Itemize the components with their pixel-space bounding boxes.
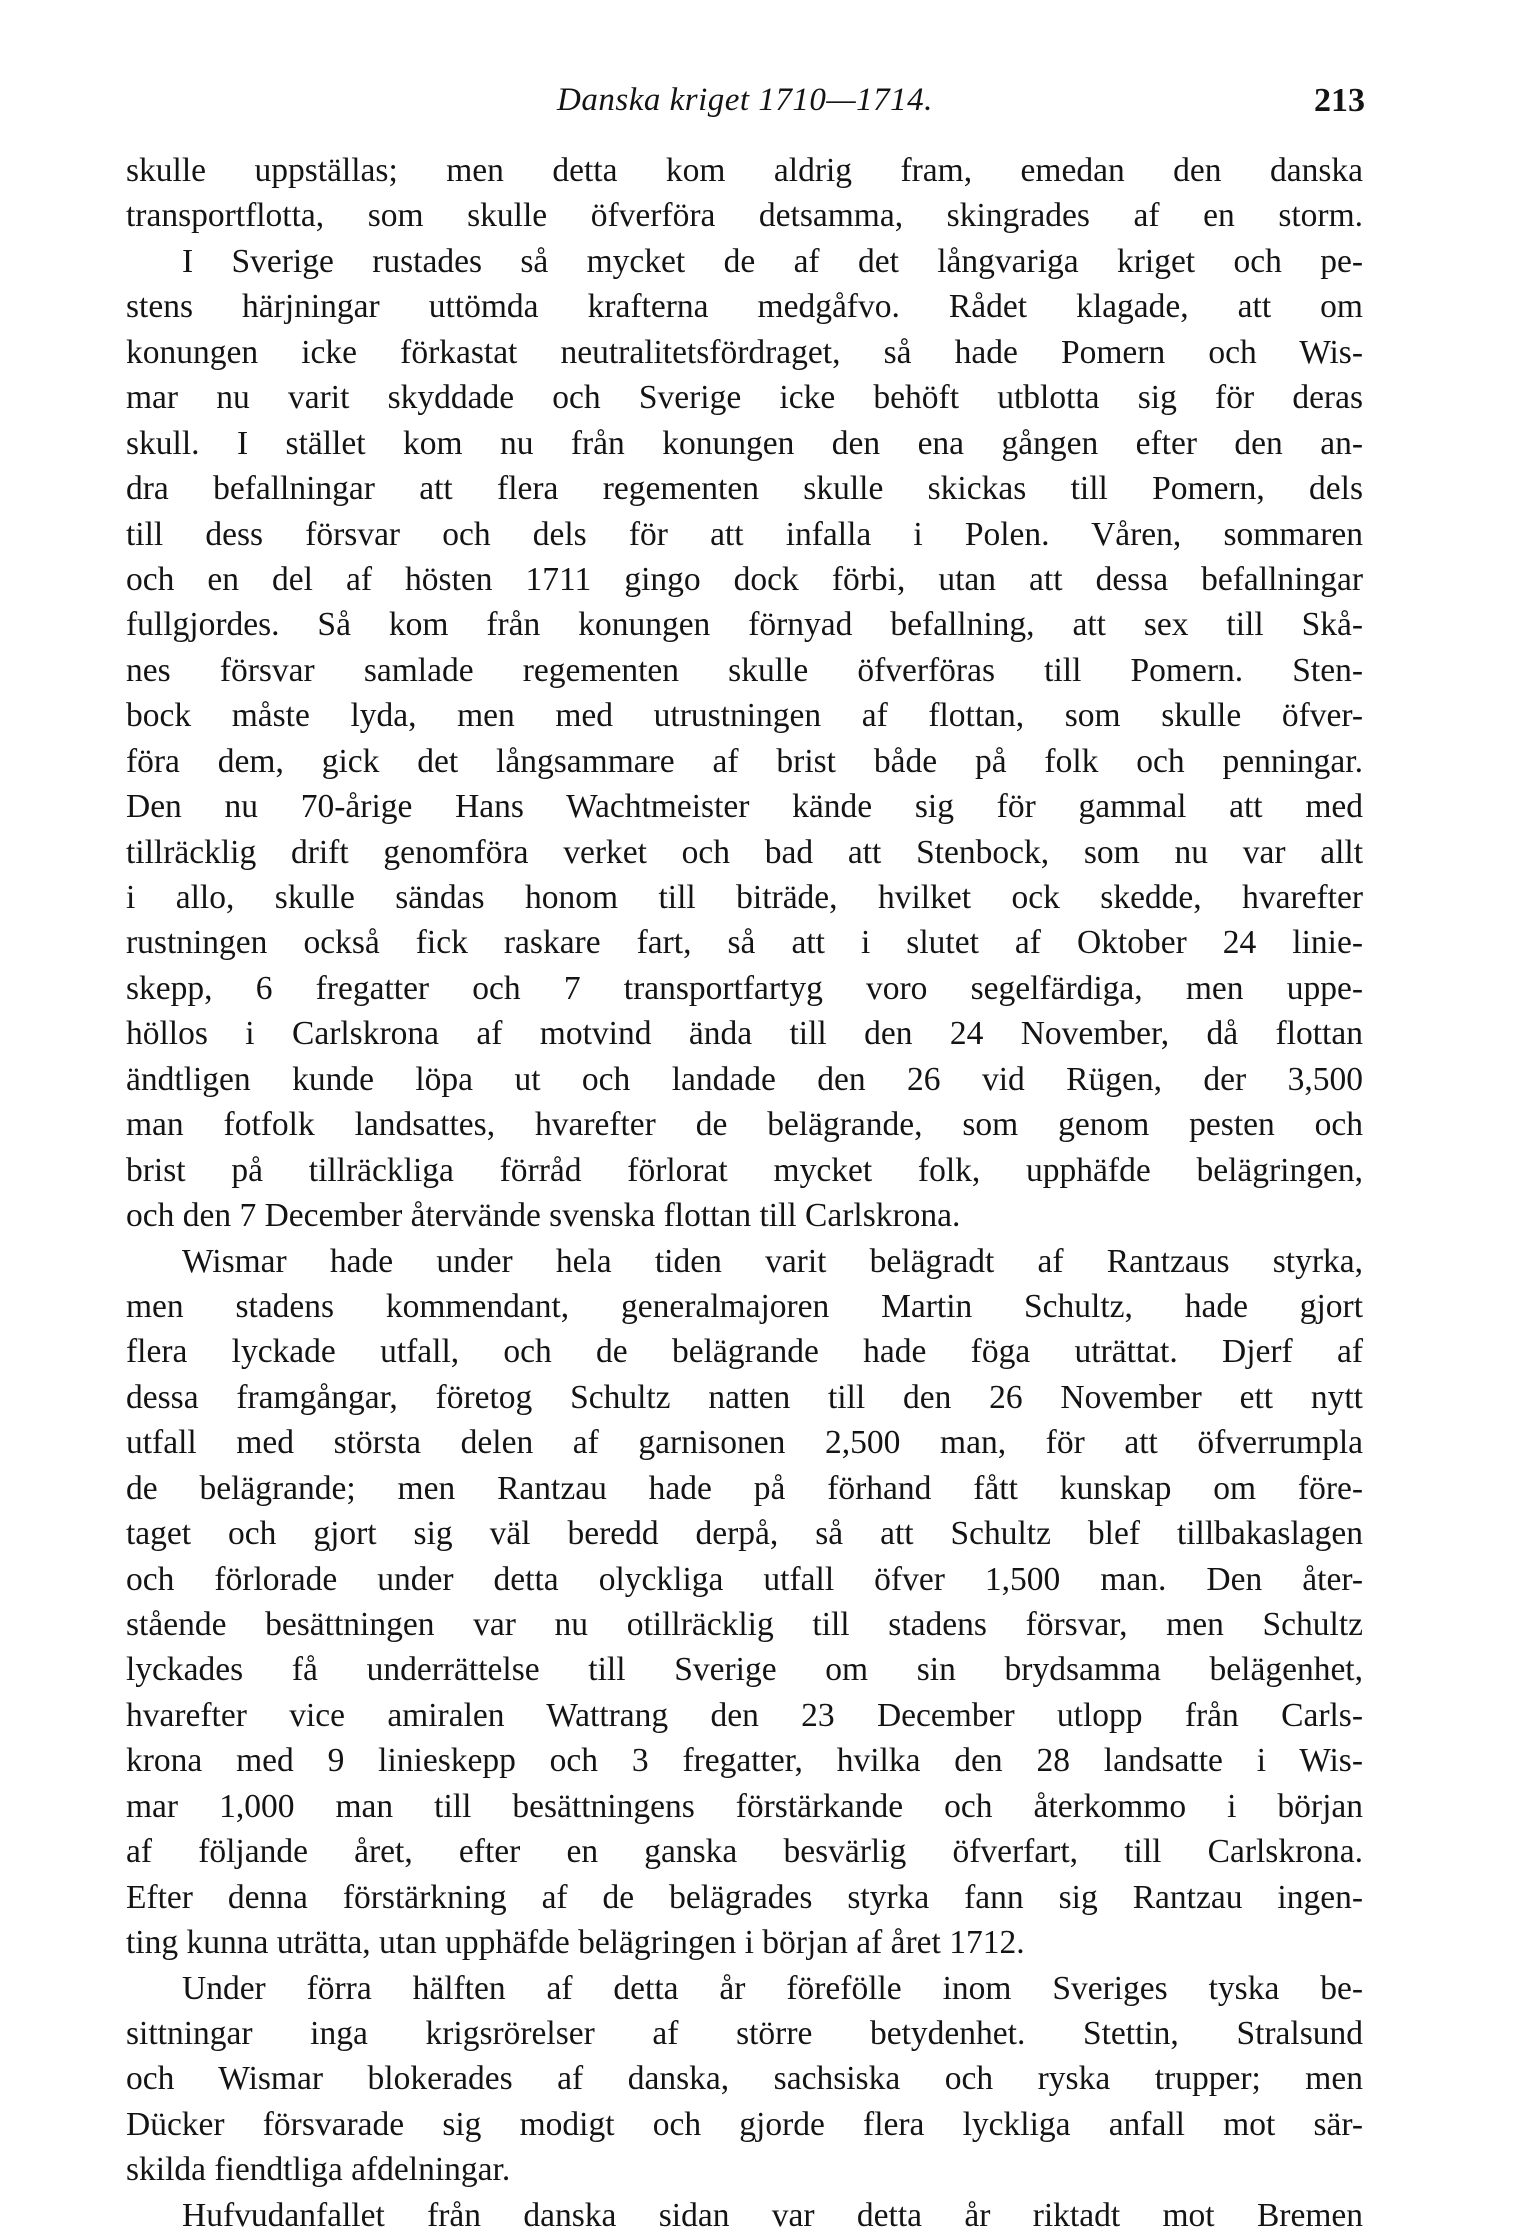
text-line: sittningar inga krigsrörelser af större betydenhet. Stettin, Stralsund <box>126 2014 1363 2052</box>
text-line: skull. I stället kom nu från konungen den ena gången efter den an- <box>126 424 1363 462</box>
text-line: mar nu varit skyddade och Sverige icke behöft utblotta sig för deras <box>126 379 1363 417</box>
text-line: skepp, 6 fregatter och 7 transportfartyg voro segelfärdiga, men uppe- <box>126 969 1363 1007</box>
text-line: och den 7 December återvände svenska flottan till Carlskrona. <box>126 1197 961 1235</box>
text-line: rustningen också fick raskare fart, så att i slutet af Oktober 24 linie- <box>126 924 1363 962</box>
text-line: fullgjordes. Så kom från konungen förnyad befallning, att sex till Skå- <box>126 606 1363 644</box>
text-line: dessa framgångar, företog Schultz natten till den 26 November ett nytt <box>126 1378 1363 1416</box>
text-line: brist på tillräckliga förråd förlorat mycket folk, upphäfde belägringen, <box>126 1151 1363 1189</box>
text-line: konungen icke förkastat neutralitetsfördraget, så hade Pomern och Wis- <box>126 333 1363 371</box>
text-line: I Sverige rustades så mycket de af det långvariga kriget och pe- <box>182 242 1363 280</box>
text-line: mar 1,000 man till besättningens förstärkande och återkommo i början <box>126 1787 1363 1825</box>
text-line: bock måste lyda, men med utrustningen af flottan, som skulle öfver- <box>126 697 1363 735</box>
text-line: Wismar hade under hela tiden varit belägradt af Rantzaus styrka, <box>182 1242 1363 1280</box>
text-line: ändtligen kunde löpa ut och landade den 26 vid Rügen, der 3,500 <box>126 1060 1363 1098</box>
page-header <box>125 82 1365 132</box>
text-line: och Wismar blokerades af danska, sachsiska och ryska trupper; men <box>126 2060 1363 2098</box>
text-line: skulle uppställas; men detta kom aldrig fram, emedan den danska <box>126 152 1363 189</box>
text-line: dra befallningar att flera regementen skulle skickas till Pomern, dels <box>126 470 1363 508</box>
text-line: höllos i Carlskrona af motvind ända till den 24 November, då flottan <box>126 1015 1363 1053</box>
text-line: och förlorade under detta olyckliga utfall öfver 1,500 man. Den åter- <box>126 1560 1363 1598</box>
text-line: lyckades få underrättelse till Sverige om sin brydsamma belägenhet, <box>126 1651 1363 1689</box>
text-line: taget och gjort sig väl beredd derpå, så att Schultz blef tillbakaslagen <box>126 1515 1363 1553</box>
text-line: tillräcklig drift genomföra verket och bad att Stenbock, som nu var allt <box>126 833 1363 871</box>
text-line: af följande året, efter en ganska besvärlig öfverfart, till Carlskrona. <box>126 1833 1363 1871</box>
text-line: Dücker försvarade sig modigt och gjorde flera lyckliga anfall mot sär- <box>126 2105 1363 2143</box>
running-title: Danska kriget 1710—1714. <box>557 82 933 118</box>
text-line: krona med 9 linieskepp och 3 fregatter, hvilka den 28 landsatte i Wis- <box>126 1742 1363 1780</box>
text-line: stående besättningen var nu otillräcklig till stadens försvar, men Schultz <box>126 1606 1363 1643</box>
text-line: skilda fiendtliga afdelningar. <box>126 2151 511 2189</box>
text-line: föra dem, gick det långsammare af brist både på folk och penningar. <box>126 742 1363 780</box>
text-line: Under förra hälften af detta år förefölle inom Sveriges tyska be- <box>182 1969 1363 2007</box>
text-line: ting kunna uträtta, utan upphäfde belägringen i början af året 1712. <box>126 1924 1025 1962</box>
text-line: flera lyckade utfall, och de belägrande hade föga uträttat. Djerf af <box>126 1333 1363 1371</box>
text-line: transportflotta, som skulle öfverföra detsamma, skingrades af en storm. <box>126 197 1363 235</box>
text-line: Den nu 70-årige Hans Wachtmeister kände sig för gammal att med <box>126 788 1363 826</box>
text-line: och en del af hösten 1711 gingo dock förbi, utan att dessa befallningar <box>126 560 1363 598</box>
text-line: hvarefter vice amiralen Wattrang den 23 December utlopp från Carls- <box>126 1696 1363 1734</box>
page-number: 213 <box>1314 82 1365 119</box>
text-line: de belägrande; men Rantzau hade på förhand fått kunskap om före- <box>126 1469 1363 1507</box>
text-line: stens härjningar uttömda krafterna medgåfvo. Rådet klagade, att om <box>126 288 1363 326</box>
body-text <box>126 148 1363 2238</box>
text-line: man fotfolk landsattes, hvarefter de belägrande, som genom pesten och <box>126 1106 1363 1144</box>
text-line: till dess försvar och dels för att infalla i Polen. Våren, sommaren <box>126 515 1363 553</box>
text-line: nes försvar samlade regementen skulle öfverföras till Pomern. Sten- <box>126 651 1363 689</box>
text-line: men stadens kommendant, generalmajoren Martin Schultz, hade gjort <box>126 1287 1363 1325</box>
text-line: i allo, skulle sändas honom till biträde, hvilket ock skedde, hvarefter <box>126 879 1363 916</box>
text-line: Hufvudanfallet från danska sidan var detta år riktadt mot Bremen <box>182 2196 1363 2234</box>
text-line: utfall med största delen af garnisonen 2,500 man, för att öfverrumpla <box>126 1424 1363 1462</box>
text-line: Efter denna förstärkning af de belägrades styrka fann sig Rantzau ingen- <box>126 1878 1363 1916</box>
